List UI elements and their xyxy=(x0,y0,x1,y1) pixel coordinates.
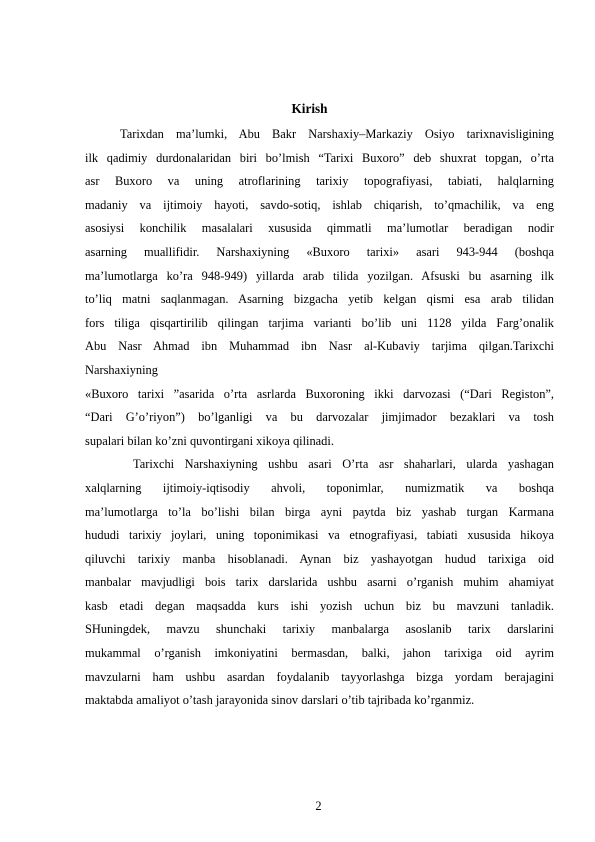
text-line: to’liq matni saqlanmagan. Asarning bizgacha yetib kelgan qismi esa arab tilidan xyxy=(85,292,554,307)
text-line: hududi tarixiy joylari, uning toponimikasi va etnografiyasi, tabiati xususida hikoya xyxy=(85,528,554,543)
text-line: maktabda amaliyot o’tash jarayonida sinov darslari o’tib tajribada ko’rganmiz. xyxy=(85,693,475,708)
text-line: mukammal o’rganish imkoniyatini bermasdan, balki, jahon tarixiga oid ayrim xyxy=(85,646,554,661)
section-title: Kirish xyxy=(291,101,328,116)
text-line: supalari bilan ko’zni quvontirgani xikoya qilinadi. xyxy=(85,433,334,448)
page-number: 2 xyxy=(315,799,322,813)
text-line: kasb etadi degan maqsadda kurs ishi yozish uchun biz bu mavzuni tanladik. xyxy=(85,598,554,613)
text-line: madaniy va ijtimoiy hayoti, savdo-sotiq, ishlab chiqarish, to’qmachilik, va eng xyxy=(85,197,554,212)
text-line: SHuningdek, mavzu shunchaki tarixiy manbalarga asoslanib tarix darslarini xyxy=(85,622,554,637)
text-line: asr Buxoro va uning atroflarining tarixiy topografiyasi, tabiati, halqlarning xyxy=(85,174,554,189)
text-line: «Buxoro tarixi ”asarida o’rta asrlarda Buxoroning ikki darvozasi (“Dari Registon”, xyxy=(85,386,554,401)
text-line: asosiysi konchilik masalalari xususida qimmatli ma’lumotlar beradigan nodir xyxy=(85,221,554,236)
text-line: Abu Nasr Ahmad ibn Muhammad ibn Nasr al-Kubaviy tarjima qilgan.Tarixchi xyxy=(85,339,554,354)
body-text xyxy=(85,123,554,713)
text-line: xalqlarning ijtimoiy-iqtisodiy ahvoli, toponimlar, numizmatik va boshqa xyxy=(85,480,554,495)
text-line: Tarixchi Narshaxiyning ushbu asari O’rta asr shaharlari, ularda yashagan xyxy=(133,457,554,472)
text-line: ilk qadimiy durdonalaridan biri bo’lmish “Tarixi Buxoro” deb shuxrat topgan, o’rta xyxy=(85,150,554,165)
text-line: Narshaxiyning xyxy=(85,362,158,377)
text-line: ma’lumotlarga ko’ra 948-949) yillarda arab tilida yozilgan. Afsuski bu asarning ilk xyxy=(85,268,554,283)
text-line: mavzularni ham ushbu asardan foydalanib tayyorlashga bizga yordam berajagini xyxy=(85,669,554,684)
text-line: Tarixdan ma’lumki, Abu Bakr Narshaxiy–Markaziy Osiyo tarixnavisligining xyxy=(120,127,554,141)
text-line: asarning muallifidir. Narshaxiyning «Buxoro tarixi» asari 943-944 (boshqa xyxy=(85,244,554,259)
text-line: “Dari G’o’riyon”) bo’lganligi va bu darvozalar jimjimador bezaklari va tosh xyxy=(85,410,554,425)
text-line: qiluvchi tarixiy manba hisoblanadi. Aynan biz yashayotgan hudud tarixiga oid xyxy=(85,551,554,566)
text-line: manbalar mavjudligi bois tarix darslarida ushbu asarni o’rganish muhim ahamiyat xyxy=(85,575,554,590)
text-line: ma’lumotlarga to’la bo’lishi bilan birga ayni paytda biz yashab turgan Karmana xyxy=(85,504,554,519)
text-line: fors tiliga qisqartirilib qilingan tarjima varianti bo’lib uni 1128 yilda Farg’onalik xyxy=(85,315,554,330)
